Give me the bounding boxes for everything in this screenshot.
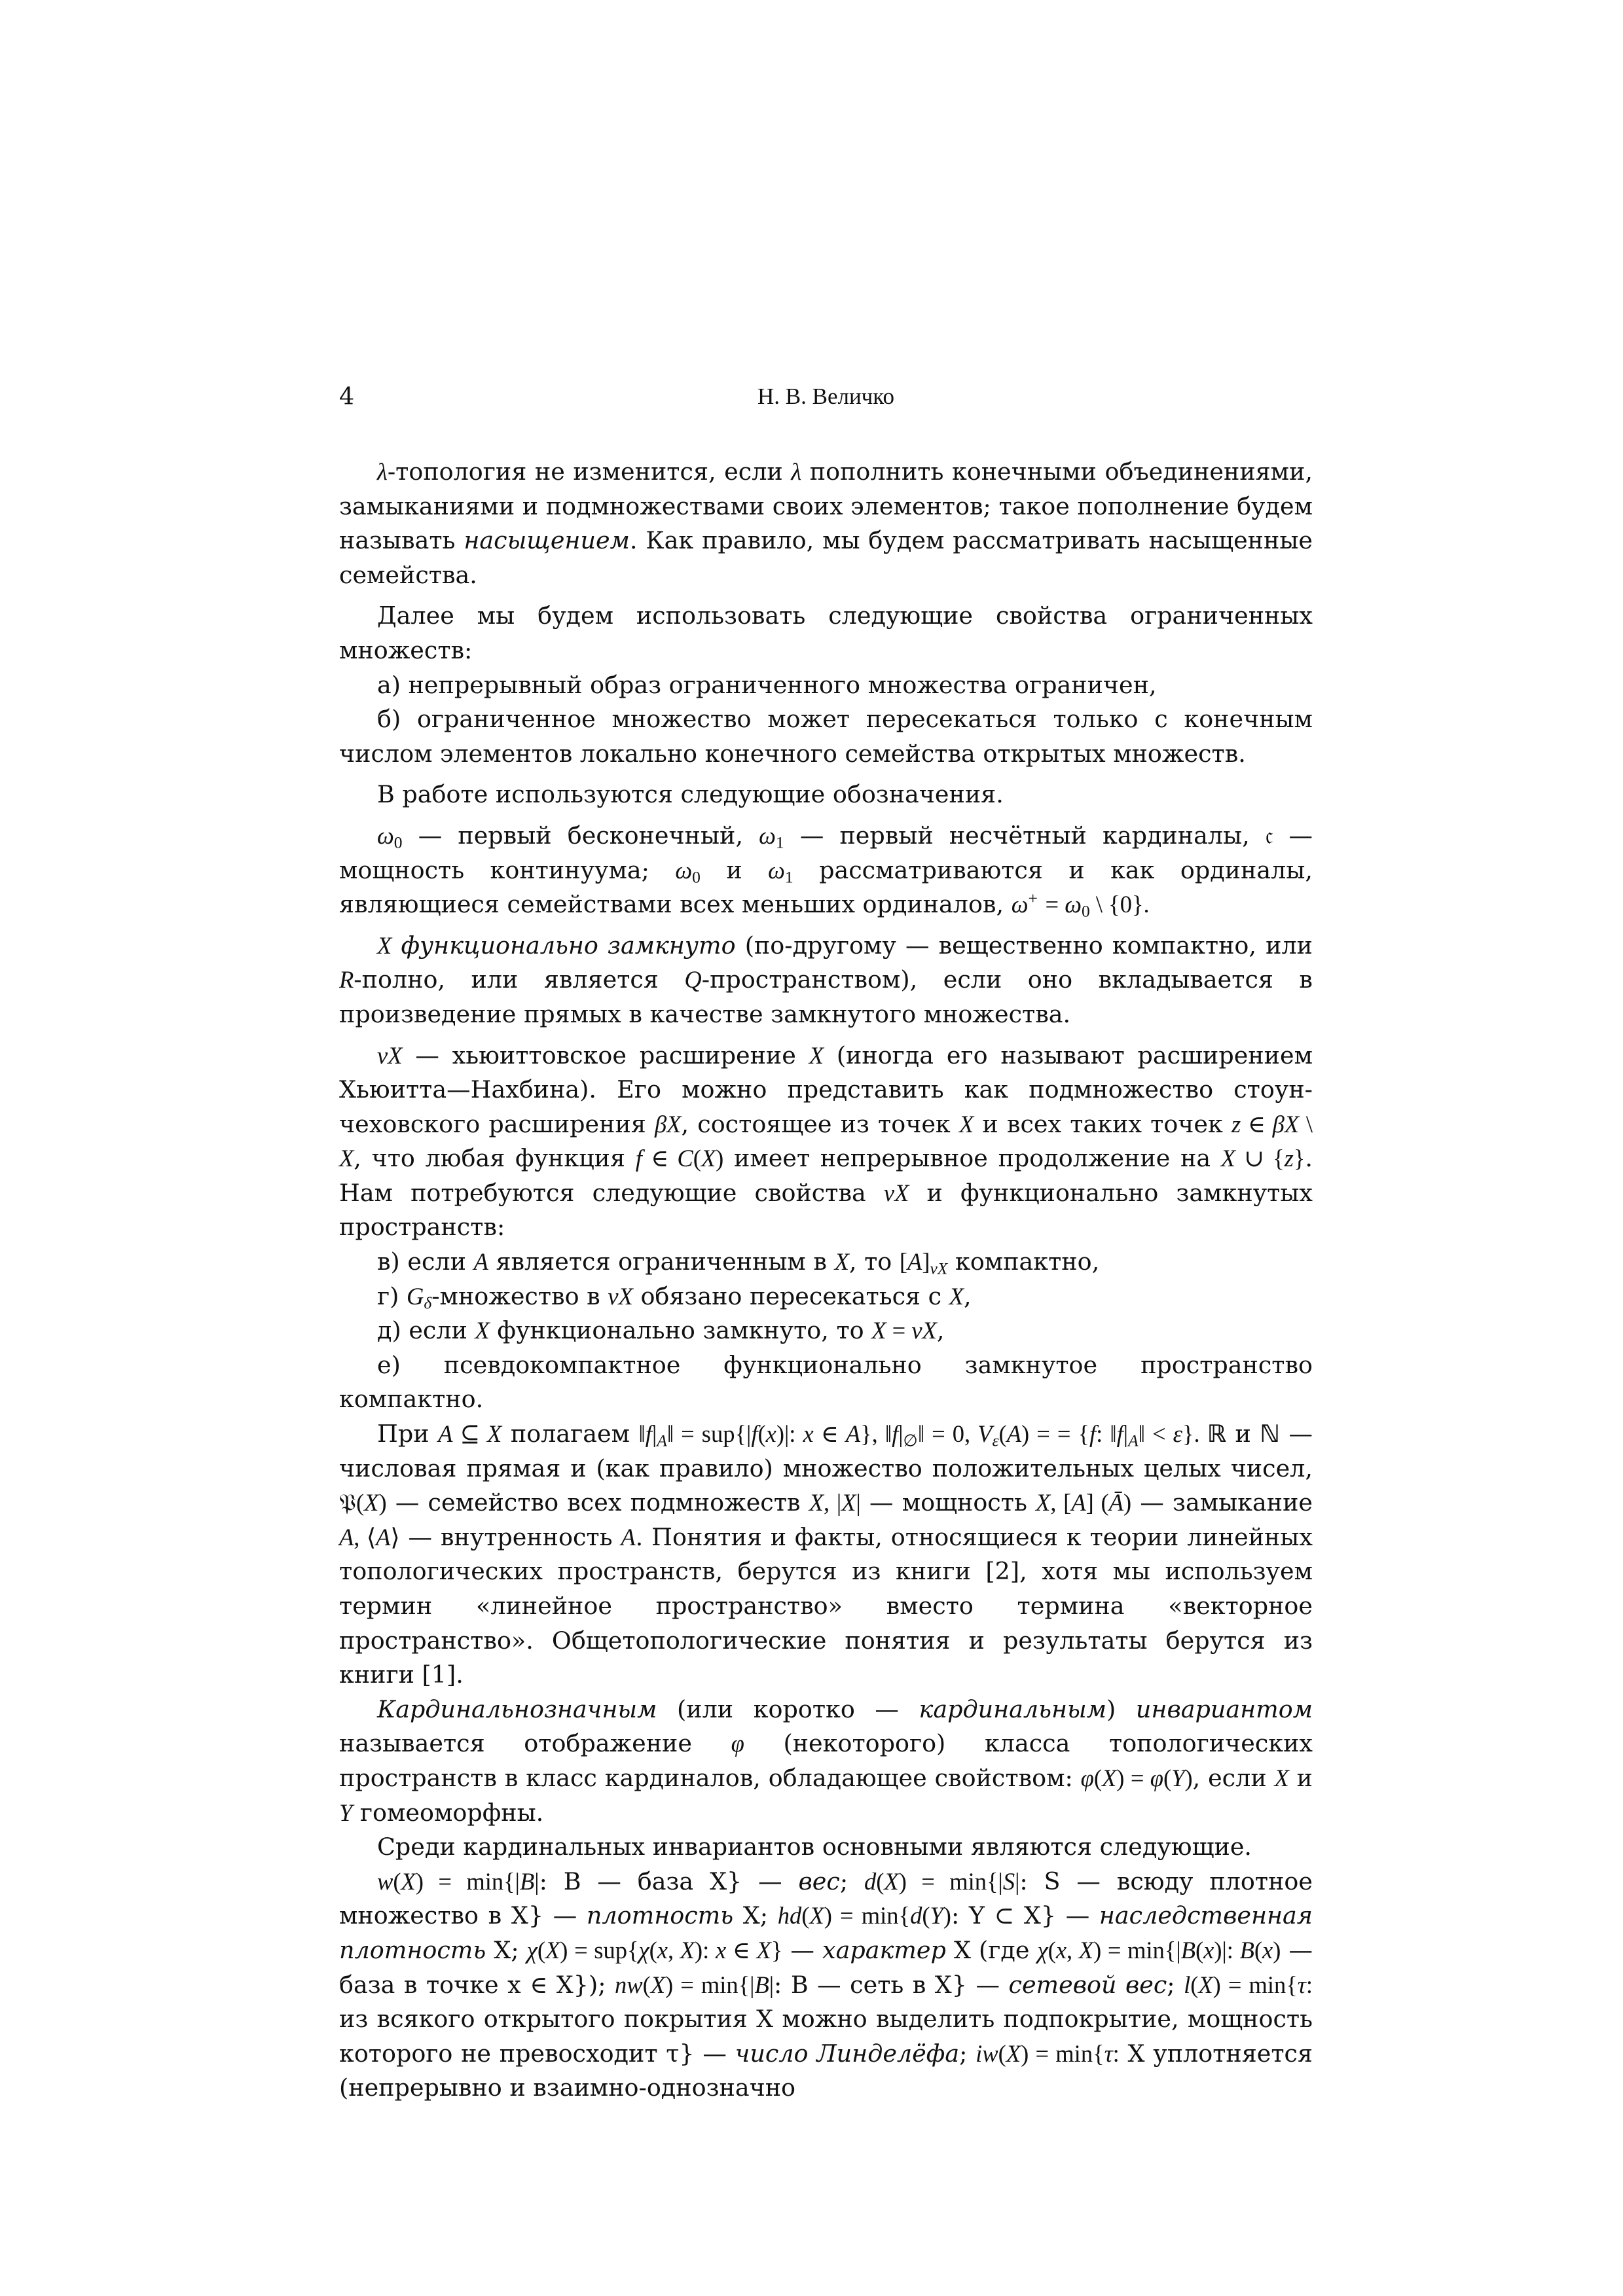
page-number: 4: [339, 382, 355, 410]
paragraph: В работе используются следующие обозначения.: [377, 780, 1004, 809]
page: [339, 380, 1313, 2106]
list-item: в) если A является ограниченным в X, то $[A]_{\nu X}$ компактно,: [377, 1247, 1100, 1278]
running-title: Н. В. Величко: [757, 384, 895, 409]
list-item: а) непрерывный образ ограниченного множества ограничен,: [377, 670, 1157, 699]
paragraph: Среди кардинальных инвариантов основными являются следующие.: [377, 1833, 1252, 1861]
list-item: б) ограниченное множество может пересекаться только с конечным числом элементов локально конечного семейства открытых множеств.: [339, 705, 1313, 768]
list-item: г) $G_\delta$-множество в νX обязано пересекаться с X,: [377, 1282, 972, 1313]
page-header: [339, 380, 1313, 414]
paragraph: Далее мы будем использовать следующие свойства ограниченных множеств:: [339, 601, 1313, 664]
paragraph: λ-топология не изменится, если λ пополнить конечными объединениями, замыканиями и подмножествами своих элементов; такое пополнение будем называть насыщением. Как правило, мы будем рассматривать насыщенные семейства.: [339, 457, 1313, 589]
paragraph: νX — хьюиттовское расширение X (иногда его называют расширением Хьюитта—Нахбина). Его можно представить как подмножество стоун-чеховского расширения βX, состоящее из точек X и всех таких точек z ∈ βX \ X, что любая функция f ∈ C(X) имеет непрерывное продолжение на X ∪ {z}. Нам потребуются следующие свойства νX и функционально замкнутых пространств:: [339, 1041, 1313, 1242]
paragraph: Кардинальнозначным (или коротко — кардинальным) инвариантом называется отображение φ (некоторого) класса топологических пространств в класс кардиналов, обладающее свойством: φ(X) = φ(Y), если X и Y гомеоморфны.: [339, 1695, 1313, 1827]
paragraph: При A ⊆ X полагаем $‖f|_A‖ = sup\{|f(x)|$: x ∈ A}, $‖f|_\emptyset‖ = 0$, $V_\varepsilon(A)$ = = {f: $‖f|_A‖ < \varepsilon$}. ℝ и ℕ — числовая прямая и (как правило) множество положительных целых чисел, 𝔓(X) — семейство всех подмножеств X, |X| — мощность X, [A] (Ā) — замыкание A, ⟨A⟩ — внутренность A. Понятия и факты, относящиеся к теории линейных топологических пространств, берутся из книги [2], хотя мы используем термин «линейное пространство» вместо термина «векторное пространство». Общетопологические понятия и результаты берутся из книги [1].: [339, 1420, 1313, 1689]
list-item: е) псевдокомпактное функционально замкнутое пространство компактно.: [339, 1350, 1313, 1414]
paragraph: $\omega_0$ — первый бесконечный, $\omega_1$ — первый несчётный кардиналы, 𝔠 — мощность континуума; $\omega_0$ и $\omega_1$ рассматриваются и как ординалы, являющиеся семействами всех меньших ординалов, $\omega^+ = \omega_0$ \ {0}.: [339, 821, 1313, 921]
paragraph: w(X) = min{|B|: B — база X} — вес; d(X) = min{|S|: S — всюду плотное множество в X} — плотность X; hd(X) = min{d(Y): Y ⊂ X} — наследственная плотность X; χ(X) = sup{χ(x, X): x ∈ X} — характер X (где χ(x, X) = min{|B(x)|: B(x) — база в точке x ∈ X}); nw(X) = min{|B|: B — сеть в X} — сетевой вес; l(X) = min{τ: из всякого открытого покрытия X можно выделить подпокрытие, мощность которого не превосходит τ} — число Линделёфа; iw(X) = min{τ: X уплотняется (непрерывно и взаимно-однозначно: [339, 1867, 1313, 2102]
paragraph: X функционально замкнуто (по-другому — вещественно компактно, или R-полно, или является Q-пространством), если оно вкладывается в произведение прямых в качестве замкнутого множества.: [339, 931, 1313, 1028]
list-item: д) если X функционально замкнуто, то X = νX,: [377, 1316, 945, 1345]
